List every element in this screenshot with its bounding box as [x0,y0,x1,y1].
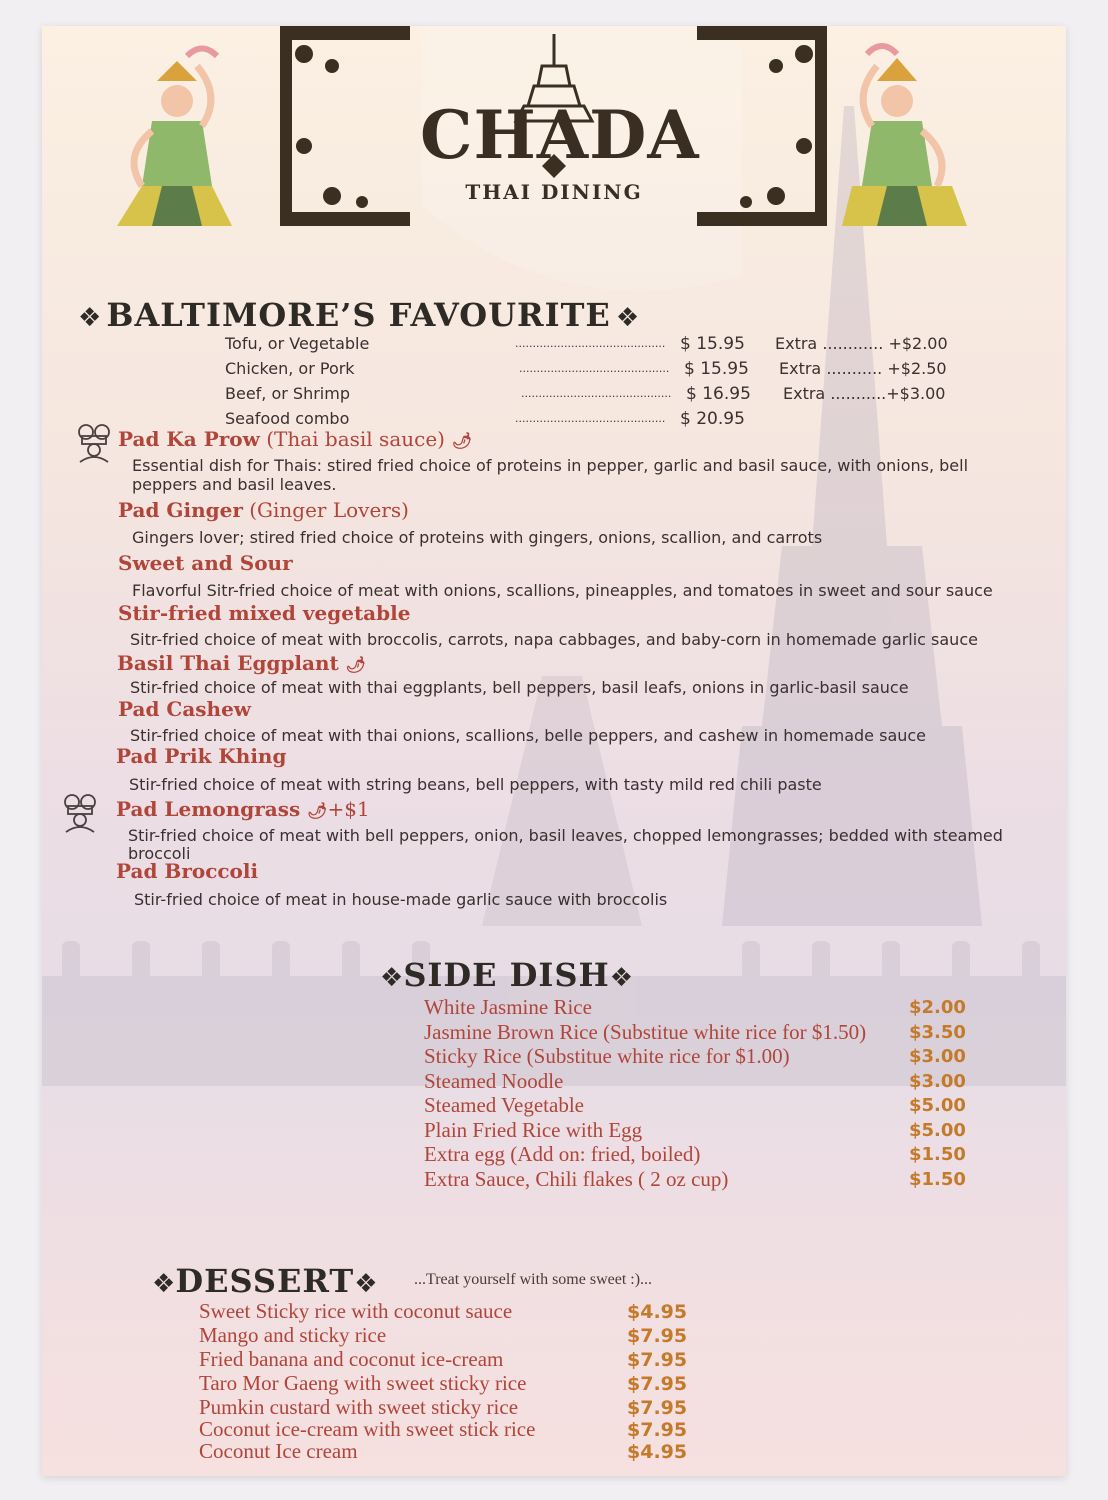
brand-logo: CHADA [420,96,700,174]
dish-name: Sweet and Sour [118,551,293,575]
side-heading [380,956,633,994]
protein-row: Seafood combo ........................................... $ 20.95 [225,409,745,429]
diamond-ornament-icon: ❖ [354,1269,378,1299]
side-item-name: Steamed Noodle [424,1068,564,1093]
side-row [424,1069,984,1094]
side-row [424,1142,984,1167]
side-item-price: $3.00 [909,1070,966,1092]
side-row [424,1093,984,1118]
dish-name: Pad Lemongrass 🌶+$1 [116,797,370,821]
protein-row: Chicken, or Pork ........................................... $ 15.95 Extra ........... +$2.50 [225,359,947,379]
dish-description: Stir-fried choice of meat with thai eggplants, bell peppers, basil leafs, onions in garlic-basil sauce [130,678,909,697]
diamond-ornament-icon: ❖ [380,963,404,993]
side-title: SIDE DISH [403,956,610,994]
dish-description: Sitr-fried choice of meat with broccolis, carrots, napa cabbages, and baby-corn in homemade garlic sauce [130,630,978,649]
side-row [424,995,984,1020]
chili-icon: 🌶 [451,431,473,450]
dessert-item-price: $7.95 [627,1349,688,1371]
dessert-item-price: $7.95 [627,1419,688,1441]
dessert-list [199,1299,699,1463]
protein-row: Tofu, or Vegetable ........................................... $ 15.95 Extra ............ +$2.00 [225,334,948,354]
protein-price: $ 15.95 [684,359,749,379]
favourite-heading [78,296,639,334]
dancer-right [842,46,967,226]
favourite-title: BALTIMORE’S FAVOURITE [106,296,611,334]
side-item-price: $3.50 [909,1021,966,1043]
chef-icon [72,422,118,464]
dish-name: Stir-fried mixed vegetable [118,601,411,625]
dessert-row [199,1347,699,1371]
dish-name: Basil Thai Eggplant 🌶 [117,651,367,675]
chef-icon [58,792,104,834]
side-list [424,995,984,1191]
dessert-row [199,1417,699,1439]
dessert-item-name: Coconut ice-cream with sweet stick rice [199,1417,536,1441]
brand-tagline: THAI DINING [465,180,643,204]
dish-description: Gingers lover; stired fried choice of proteins with gingers, onions, scallion, and carrots [132,528,823,547]
dish-description: Stir-fried choice of meat with thai onions, scallions, belle peppers, and cashew in homemade sauce [130,726,927,745]
dish-name: Pad Cashew [118,697,252,721]
side-item-price: $5.00 [909,1095,966,1116]
dish-description: peppers and basil leaves. [132,475,337,494]
dessert-title: DESSERT [175,1262,355,1300]
protein-price: $ 16.95 [686,384,751,404]
side-item-price: $1.50 [909,1144,966,1165]
dessert-item-price: $4.95 [627,1301,688,1323]
dessert-item-price: $4.95 [627,1441,688,1463]
dessert-item-price: $7.95 [627,1397,688,1419]
chili-icon: 🌶 [345,655,367,674]
dish-description: Stir-fried choice of meat with string beans, bell peppers, with tasty mild red chili paste [129,775,822,794]
dish-description: broccoli [128,844,191,863]
protein-extra: Extra ...........+$3.00 [783,384,946,403]
dessert-item-name: Taro Mor Gaeng with sweet sticky rice [199,1371,527,1395]
protein-price-table [225,334,965,434]
dessert-row [199,1371,699,1395]
dish-name: Pad Ginger (Ginger Lovers) [118,498,409,522]
side-item-price: $5.00 [909,1119,966,1141]
side-item-price: $1.50 [909,1168,966,1190]
diamond-ornament-icon: ❖ [609,963,634,993]
side-item-name: Sticky Rice (Substitue white rice for $1.00) [424,1044,790,1068]
dessert-item-price: $7.95 [627,1325,688,1347]
side-item-name: Jasmine Brown Rice (Substitue white rice for $1.50) [424,1019,867,1044]
dessert-item-name: Sweet Sticky rice with coconut sauce [199,1299,513,1323]
dessert-item-name: Coconut Ice cream [199,1439,358,1463]
protein-extra: Extra ............ +$2.00 [775,334,948,353]
side-item-name: Extra egg (Add on: fried, boiled) [424,1142,701,1166]
dessert-row [199,1299,699,1323]
protein-price: $ 15.95 [680,334,745,354]
dish-description: Stir-fried choice of meat with bell peppers, onion, basil leaves, chopped lemongrasses; bedded with steamed [128,826,1003,845]
side-item-name: Plain Fried Rice with Egg [424,1117,643,1142]
dish-description: Stir-fried choice of meat in house-made garlic sauce with broccolis [134,890,668,909]
dancer-left [117,49,232,227]
protein-extra: Extra ........... +$2.50 [779,359,947,378]
dish-name: Pad Prik Khing [116,744,287,768]
side-item-price: $2.00 [909,997,966,1018]
side-row [424,1167,984,1192]
pagoda-silhouette [722,106,982,926]
side-row [424,1044,984,1069]
dessert-item-name: Pumkin custard with sweet sticky rice [199,1395,519,1419]
diamond-ornament-icon: ❖ [78,303,102,333]
dessert-item-name: Fried banana and coconut ice-cream [199,1347,504,1371]
protein-price: $ 20.95 [680,409,745,429]
dish-name: Pad Broccoli [116,859,259,883]
side-row [424,1020,984,1045]
diamond-ornament-icon: ❖ [615,303,640,333]
dish-name: Pad Ka Prow (Thai basil sauce) 🌶 [118,427,473,451]
side-row [424,1118,984,1143]
dessert-row [199,1439,699,1463]
diamond-ornament-icon: ❖ [152,1269,176,1299]
dessert-item-price: $7.95 [627,1373,688,1395]
dessert-row [199,1323,699,1347]
chili-icon: 🌶 [307,801,328,820]
dessert-item-name: Mango and sticky rice [199,1323,387,1347]
side-item-price: $3.00 [909,1046,966,1067]
dish-description: Essential dish for Thais: stired fried choice of proteins in pepper, garlic and basil sauce, with onions, bell [132,456,969,475]
small-stupa [482,676,642,926]
dish-extra-price: +$1 [327,797,370,821]
side-item-name: Steamed Vegetable [424,1093,584,1117]
protein-row: Beef, or Shrimp ........................................... $ 16.95 Extra ...........+$3.00 [225,384,946,404]
menu-sheet [42,26,1066,1476]
dessert-tagline: ...Treat yourself with some sweet :)... [414,1271,653,1288]
dish-description: Flavorful Sitr-fried choice of meat with onions, scallions, pineapples, and tomatoes in sweet and sour sauce [132,581,993,600]
side-item-name: Extra Sauce, Chili flakes ( 2 oz cup) [424,1166,729,1191]
dessert-heading [152,1262,378,1300]
dessert-row [199,1395,699,1417]
side-item-name: White Jasmine Rice [424,995,592,1019]
